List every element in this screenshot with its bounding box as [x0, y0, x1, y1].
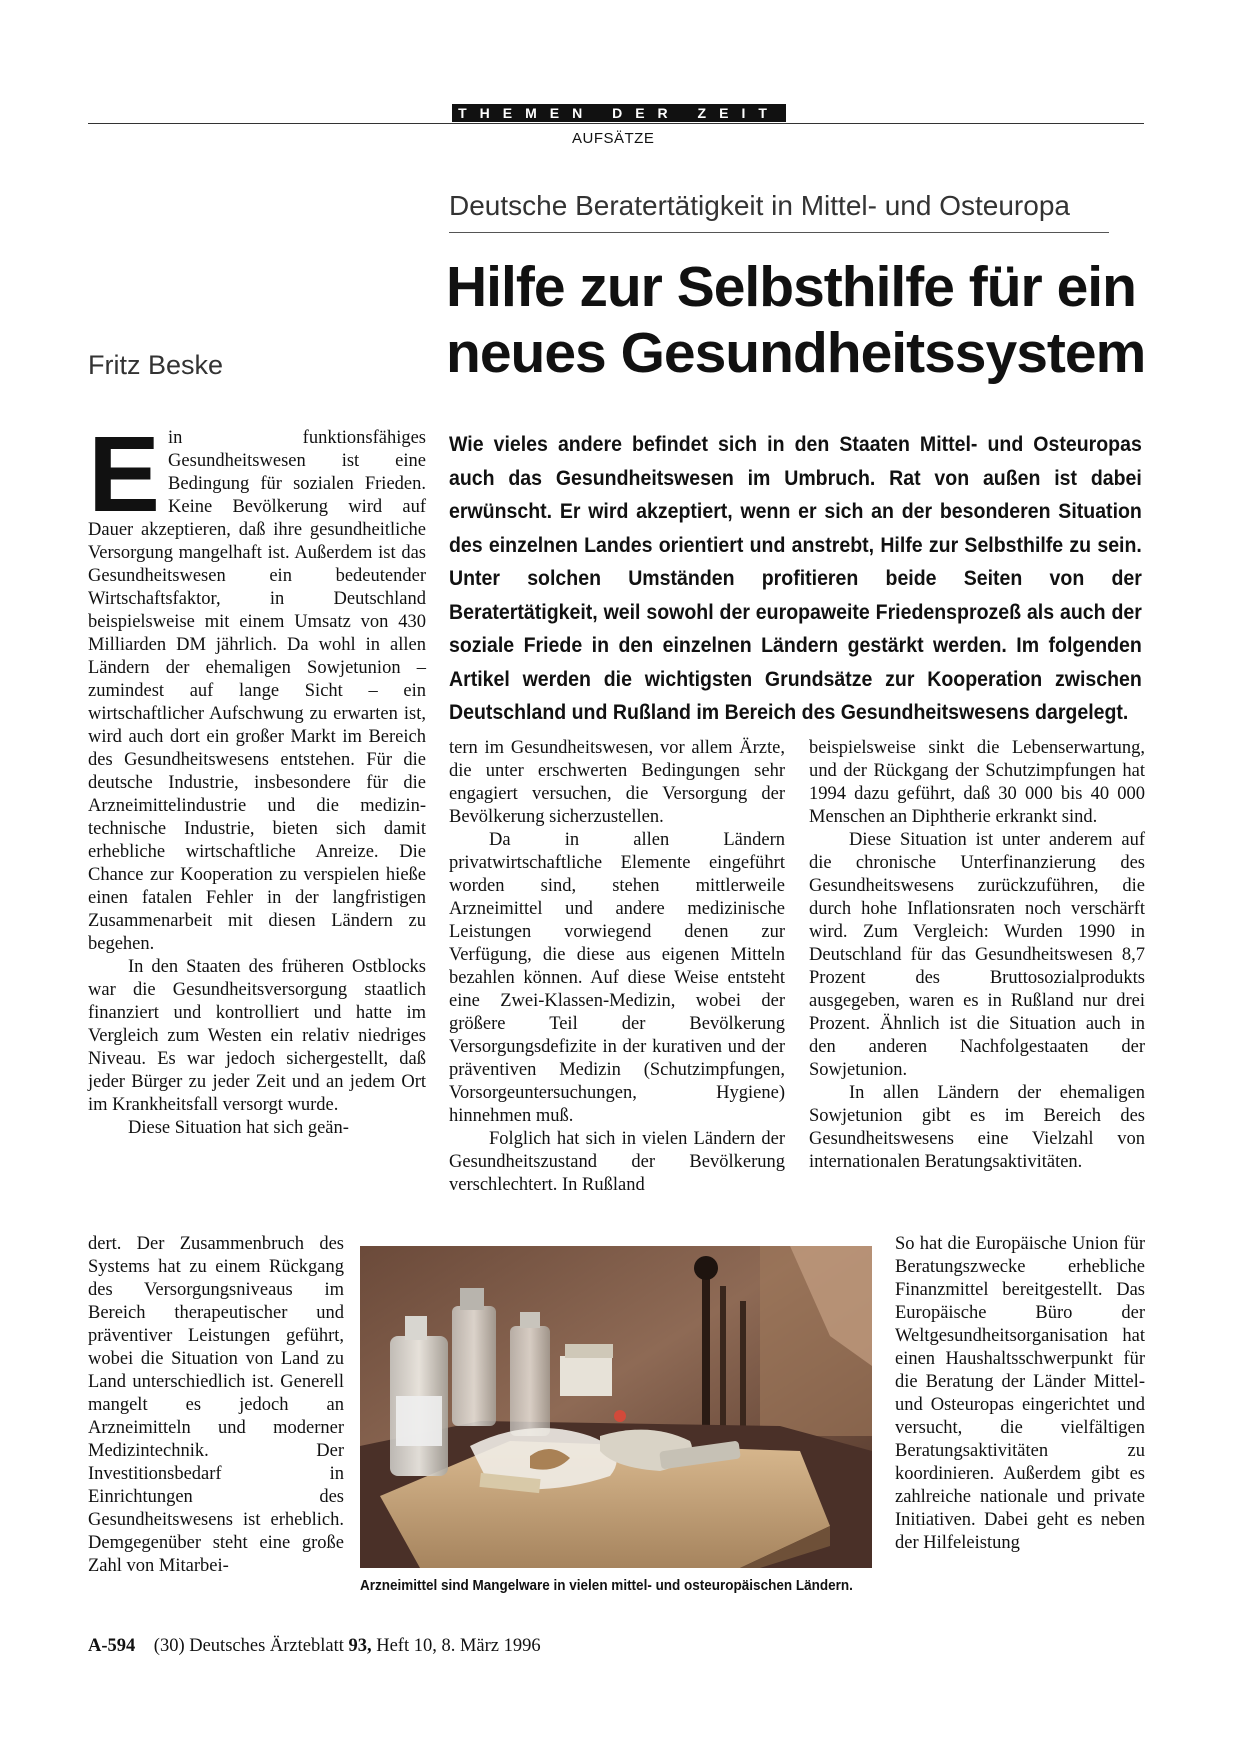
journal-name: Deutsches Ärzteblatt [189, 1636, 344, 1656]
page-number: (30) [153, 1636, 185, 1656]
body-paragraph: beispielsweise sinkt die Lebenserwartung, und der Rückgang der Schutzimpfungen hat 1994 dazu geführt, daß 30 000 bis 40 000 Menschen an Diphtherie erkrankt sind. [809, 738, 1145, 827]
article-photo [360, 1246, 872, 1568]
page-footer [88, 1636, 541, 1657]
subtitle-rule [449, 232, 1109, 233]
body-paragraph: Da in allen Ländern privatwirtschaftliche Elemente eingeführt worden sind, stehen mittlerweile Arzneimittel und andere medizinische Leistungen vorwiegend denen zur Verfügung, die diese aus eigenen Mitteln bezahlen können. Auf diese Weise entsteht eine Zwei-Klassen-Medizin, wobei der größere Teil der Bevölkerung Versorgungsdefizite in der kurativen und der präventiven Medizin (Schutzimpfungen, Vorsorgeuntersuchungen, Hygiene) hinnehmen muß. [449, 830, 785, 1126]
body-paragraph: In den Staaten des früheren Ostblocks war die Gesundheitsversorgung staatlich finanziert und kontrolliert und hatte im Vergleich zum Westen ein relativ niedriges Niveau. Es war jedoch sichergestellt, daß jeder Bürger zu jeder Zeit und an jedem Ort im Krankheitsfall versorgt wurde. [88, 957, 426, 1115]
body-paragraph: Folglich hat sich in vielen Ländern der Gesundheitszustand der Bevölkerung verschlechtert. In Rußland [449, 1129, 785, 1195]
body-paragraph: So hat die Europäische Union für Beratungszwecke erhebliche Finanzmittel bereitgestellt. Das Europäische Büro der Weltgesundheitsorganisation hat einen Haushaltsschwerpunkt für die Beratung der Länder Mittel- und Osteuropas eingerichtet und versucht, die vielfältigen Beratungsaktivitäten zu koordinieren. Außerdem gibt es zahlreiche nationale und private Initiativen. Dabei geht es neben der Hilfeleistung [895, 1234, 1145, 1553]
lead-paragraph: Wie vieles andere befindet sich in den Staaten Mittel- und Osteuropas auch das Gesundheitswesen im Umbruch. Rat von außen ist dabei erwünscht. Er wird akzeptiert, wenn er sich an der besonderen Situation des einzelnen Landes orientiert und anstrebt, Hilfe zur Selbsthilfe zu sein. Unter solchen Umständen profitieren beide Seiten von der Beratertätigkeit, weil sowohl der europaweite Friedensprozeß als auch der soziale Friede in den einzelnen Ländern gestärkt werden. Im folgenden Artikel werden die wichtigsten Grundsätze zur Kooperation zwischen Deutschland und Rußland im Bereich des Gesundheitswesens dargelegt. [449, 433, 1142, 724]
column-2 [449, 737, 785, 1197]
section-label: AUFSÄTZE [572, 130, 655, 147]
header-rule [88, 123, 1144, 124]
column-3-continued [895, 1233, 1145, 1555]
author-name: Fritz Beske [88, 350, 224, 380]
article-subtitle: Deutsche Beratertätigkeit in Mittel- und Osteuropa [449, 190, 1070, 221]
column-3 [809, 737, 1145, 1174]
body-paragraph: In allen Ländern der ehemaligen Sowjetunion gibt es im Bereich des Gesundheitswesens eine Vielzahl von internationalen Beratungsaktivitäten. [809, 1083, 1145, 1172]
title-line-1: Hilfe zur Selbsthilfe für ein [446, 255, 1136, 319]
column-1 [88, 413, 426, 1140]
body-paragraph: tern im Gesundheitswesen, vor allem Ärzte, die unter erschwerten Bedingungen sehr engagiert versuchen, die Versorgung der Bevölkerung sicherzustellen. [449, 738, 785, 827]
body-paragraph: dert. Der Zusammenbruch des Systems hat zu einem Rückgang des Versorgungsniveaus im Bereich therapeutischer und präventiver Leistungen geführt, wobei die Situation von Land zu Land unterschiedlich ist. Generell mangelt es jedoch an Arzneimitteln und moderner Medizintechnik. Der Investitionsbedarf in Einrichtungen des Gesundheitswesens ist erheblich. Demgegenüber steht eine große Zahl von Mitarbei- [88, 1234, 344, 1576]
body-paragraph: Diese Situation ist unter anderem auf die chronische Unterfinanzierung des Gesundheitswesens zurückzuführen, die durch hohe Inflationsraten noch verschärft wird. Zum Vergleich: Wurden 1990 in Deutschland für das Gesundheitswesen 8,7 Prozent des Bruttosozialprodukts ausgegeben, waren es in Rußland nur drei Prozent. Ähnlich ist die Situation auch in den anderen Nachfolgestaaten der Sowjetunion. [809, 830, 1145, 1080]
section-kicker: THEMEN DER ZEIT [452, 104, 786, 122]
column-1-continued [88, 1233, 344, 1578]
article-title [446, 254, 1166, 386]
issue-info: Heft 10, 8. März 1996 [376, 1636, 541, 1656]
page-id: A-594 [88, 1636, 136, 1656]
body-paragraph: Ein funktionsfähiges Gesundheitswesen ist eine Bedingung für sozialen Frieden. Keine Bevölkerung wird auf Dauer akzeptieren, daß ihre gesundheitliche Versorgung mangelhaft ist. Außerdem ist das Gesundheitswesen ein bedeutender Wirtschaftsfaktor, in Deutschland beispielsweise mit einem Umsatz von 430 Milliarden DM jährlich. Da wohl in allen Ländern der ehemaligen Sowjetunion – zumindest auf lange Sicht – ein wirtschaftlicher Aufschwung zu erwarten ist, wird auch dort ein großer Markt im Bereich des Gesundheitswesens entstehen. Für die deutsche Industrie, insbesondere für die Arzneimittelindustrie und die medizin-technische Industrie, bieten sich damit erhebliche wirtschaftliche Anreize. Die Chance zur Kooperation zu verspielen hieße einen fatalen Fehler in der langfristigen Zusammenarbeit mit diesen Ländern zu begehen. [88, 413, 426, 954]
title-line-2: neues Gesundheitssystem [446, 321, 1146, 385]
body-paragraph: Diese Situation hat sich geän- [128, 1118, 349, 1138]
medicine-table-photo [360, 1246, 872, 1568]
volume-number: 93, [348, 1636, 372, 1656]
photo-caption: Arzneimittel sind Mangelware in vielen mittel- und osteuropäischen Ländern. [360, 1577, 853, 1594]
drop-cap: E [88, 413, 161, 534]
